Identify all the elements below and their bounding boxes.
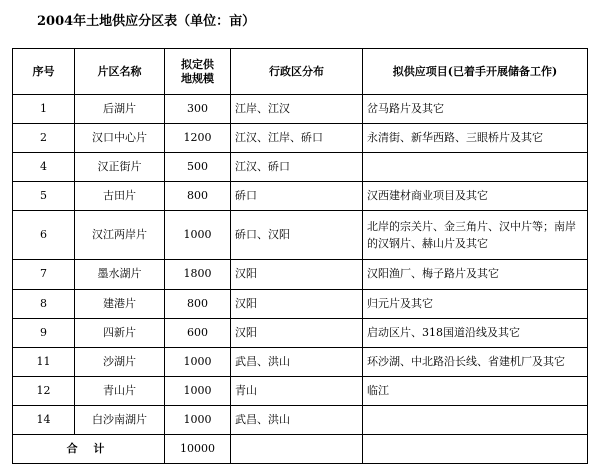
table-row [13,405,588,434]
cell-area-name: 白沙南湖片 [75,405,165,434]
cell-district: 汉阳 [231,318,363,347]
cell-projects: 北岸的宗关片、金三角片、汉中片等；南岸的汉钢片、赫山片及其它 [363,211,588,260]
cell-projects: 岔马路片及其它 [363,95,588,124]
cell-size: 1000 [165,347,231,376]
cell-projects: 汉阳渔厂、梅子路片及其它 [363,260,588,289]
cell-projects [363,153,588,182]
cell-area-name: 汉口中心片 [75,124,165,153]
table-row [13,124,588,153]
table-row [13,376,588,405]
table-row [13,347,588,376]
cell-district: 武昌、洪山 [231,405,363,434]
cell-serial: 5 [13,182,75,211]
cell-projects: 启动区片、318国道沿线及其它 [363,318,588,347]
cell-area-name: 汉正街片 [75,153,165,182]
cell-size: 1000 [165,405,231,434]
cell-size: 800 [165,182,231,211]
header-projects: 拟供应项目(已着手开展储备工作) [363,49,588,95]
cell-serial: 12 [13,376,75,405]
table-row [13,211,588,260]
cell-district: 硚口、汉阳 [231,211,363,260]
table-row [13,318,588,347]
table-title: 2004年土地供应分区表（单位：亩） [37,14,256,29]
table-row [13,289,588,318]
table-row [13,153,588,182]
total-projects-empty [363,434,588,463]
cell-projects: 临江 [363,376,588,405]
cell-serial: 8 [13,289,75,318]
cell-district: 硚口 [231,182,363,211]
cell-district: 江汉、江岸、硚口 [231,124,363,153]
cell-area-name: 四新片 [75,318,165,347]
cell-projects: 环沙湖、中北路沿长线、省建机厂及其它 [363,347,588,376]
cell-area-name: 沙湖片 [75,347,165,376]
cell-serial: 2 [13,124,75,153]
cell-serial: 4 [13,153,75,182]
total-size: 10000 [165,434,231,463]
cell-size: 300 [165,95,231,124]
cell-projects: 永清街、新华西路、三眼桥片及其它 [363,124,588,153]
cell-projects [363,405,588,434]
cell-size: 1000 [165,211,231,260]
cell-serial: 14 [13,405,75,434]
header-serial: 序号 [13,49,75,95]
cell-projects: 归元片及其它 [363,289,588,318]
cell-size: 1800 [165,260,231,289]
cell-district: 青山 [231,376,363,405]
cell-serial: 9 [13,318,75,347]
cell-area-name: 古田片 [75,182,165,211]
cell-area-name: 青山片 [75,376,165,405]
header-area-name: 片区名称 [75,49,165,95]
cell-size: 1000 [165,376,231,405]
cell-size: 1200 [165,124,231,153]
cell-serial: 11 [13,347,75,376]
cell-district: 江岸、江汉 [231,95,363,124]
cell-area-name: 建港片 [75,289,165,318]
cell-district: 江汉、硚口 [231,153,363,182]
table-row [13,95,588,124]
cell-area-name: 后湖片 [75,95,165,124]
cell-district: 汉阳 [231,289,363,318]
cell-serial: 7 [13,260,75,289]
cell-area-name: 汉江两岸片 [75,211,165,260]
cell-area-name: 墨水湖片 [75,260,165,289]
cell-size: 500 [165,153,231,182]
total-row [13,434,588,463]
header-row [13,49,588,95]
total-label: 合 计 [13,434,165,463]
cell-serial: 6 [13,211,75,260]
cell-serial: 1 [13,95,75,124]
header-planned-size: 拟定供地规模 [165,49,231,95]
land-supply-table [12,48,588,464]
cell-size: 800 [165,289,231,318]
total-district-empty [231,434,363,463]
table-row [13,182,588,211]
cell-size: 600 [165,318,231,347]
cell-district: 武昌、洪山 [231,347,363,376]
table-row [13,260,588,289]
header-district: 行政区分布 [231,49,363,95]
cell-district: 汉阳 [231,260,363,289]
cell-projects: 汉西建材商业项目及其它 [363,182,588,211]
